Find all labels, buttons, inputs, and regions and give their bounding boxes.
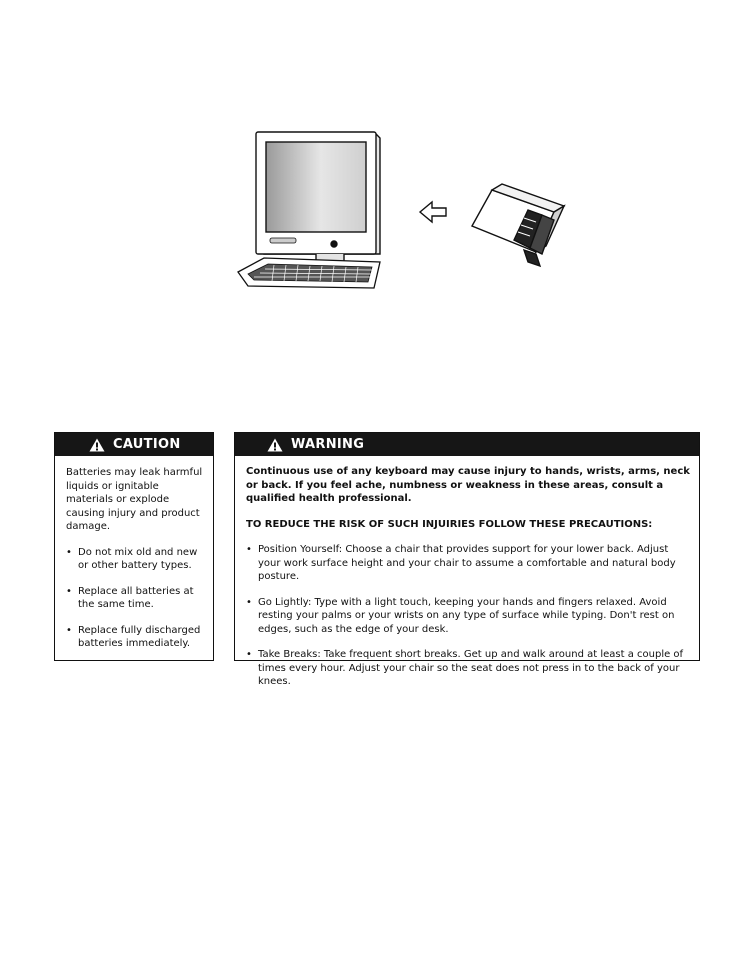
warning-triangle-icon — [89, 438, 105, 452]
caution-box — [54, 432, 214, 661]
warning-header — [235, 433, 699, 456]
list-item: • Replace all batteries at the same time. — [66, 585, 205, 612]
precaution-title: TO REDUCE THE RISK OF SUCH INJUIRIES FOLLOW THESE PRECAUTIONS: — [246, 518, 653, 530]
list-item: • Replace fully discharged batteries immediately. — [66, 624, 205, 651]
warning-list — [246, 543, 693, 689]
warning-intro: Continuous use of any keyboard may cause injury to hands, wrists, arms, neck or back. If you feel ache, numbness or weakness in these areas, consult a qualified health professional. — [246, 466, 690, 504]
caution-header — [55, 433, 213, 456]
caution-title: CAUTION — [113, 437, 181, 452]
warning-triangle-icon — [267, 438, 283, 452]
caution-intro: Batteries may leak harmful liquids or ignitable materials or explode causing injury and product damage. — [66, 467, 203, 532]
list-item: • Go Lightly: Type with a light touch, keeping your hands and fingers relaxed. Avoid resting your palms or your wrists on any type of surface while typing. Don't rest on edges, such as the edge of your desk. — [246, 596, 693, 637]
monitor-icon — [256, 132, 380, 274]
keyboard-icon — [238, 258, 380, 288]
computer-receiver-illustration — [224, 128, 576, 294]
caution-list — [66, 546, 205, 651]
warning-title: WARNING — [291, 437, 365, 452]
arrow-left-icon — [420, 202, 446, 222]
usb-receiver-icon — [472, 184, 564, 266]
list-item: • Take Breaks: Take frequent short breaks. Get up and walk around at least a couple of times every hour. Adjust your chair so the seat does not press in to the back of your knees. — [246, 648, 693, 689]
list-item: • Position Yourself: Choose a chair that provides support for your lower back. Adjust your work surface height and your chair to assume a comfortable and natural body posture. — [246, 543, 693, 584]
warning-box — [234, 432, 700, 687]
list-item: • Do not mix old and new or other battery types. — [66, 546, 205, 573]
